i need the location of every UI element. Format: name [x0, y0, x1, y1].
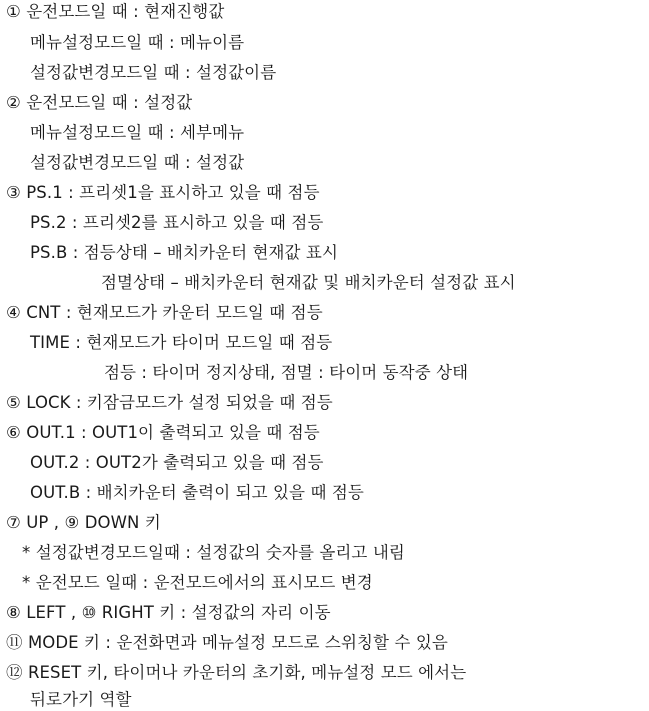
- text-line-21: ⑧ LEFT , ⑩ RIGHT 키 : 설정값의 자리 이동: [6, 603, 331, 622]
- text-line-8: PS.2 : 프리셋2를 표시하고 있을 때 점등: [30, 213, 324, 232]
- text-line-18: ⑦ UP , ⑨ DOWN 키: [6, 513, 161, 532]
- text-line-1: ① 운전모드일 때 : 현재진행값: [6, 2, 225, 21]
- text-line-16: OUT.2 : OUT2가 출력되고 있을 때 점등: [30, 453, 324, 472]
- text-line-10: 점멸상태 – 배치카운터 현재값 및 배치카운터 설정값 표시: [101, 273, 516, 292]
- text-line-22: ⑪ MODE 키 : 운전화면과 메뉴설정 모드로 스위칭할 수 있음: [6, 633, 448, 652]
- text-line-19: * 설정값변경모드일때 : 설정값의 숫자를 올리고 내림: [22, 543, 405, 562]
- text-line-20: * 운전모드 일때 : 운전모드에서의 표시모드 변경: [22, 573, 373, 592]
- text-line-2: 메뉴설정모드일 때 : 메뉴이름: [30, 33, 245, 52]
- text-line-4: ② 운전모드일 때 : 설정값: [6, 93, 193, 112]
- text-line-17: OUT.B : 배치카운터 출력이 되고 있을 때 점등: [30, 483, 364, 502]
- text-line-24: 뒤로가기 역할: [30, 690, 132, 709]
- text-line-14: ⑤ LOCK : 키잠금모드가 설정 되었을 때 점등: [6, 393, 333, 412]
- text-line-12: TIME : 현재모드가 타이머 모드일 때 점등: [30, 333, 333, 352]
- text-line-5: 메뉴설정모드일 때 : 세부메뉴: [30, 123, 245, 142]
- text-line-6: 설정값변경모드일 때 : 설정값: [30, 153, 245, 172]
- text-line-13: 점등 : 타이머 정지상태, 점멸 : 타이머 동작중 상태: [104, 363, 469, 382]
- text-line-3: 설정값변경모드일 때 : 설정값이름: [30, 63, 277, 82]
- text-line-23: ⑫ RESET 키, 타이머나 카운터의 초기화, 메뉴설정 모드 에서는: [6, 663, 467, 682]
- text-line-9: PS.B : 점등상태 – 배치카운터 현재값 표시: [30, 243, 339, 262]
- text-line-7: ③ PS.1 : 프리셋1을 표시하고 있을 때 점등: [6, 183, 320, 202]
- text-line-11: ④ CNT : 현재모드가 카운터 모드일 때 점등: [6, 303, 323, 322]
- text-line-15: ⑥ OUT.1 : OUT1이 출력되고 있을 때 점등: [6, 423, 320, 442]
